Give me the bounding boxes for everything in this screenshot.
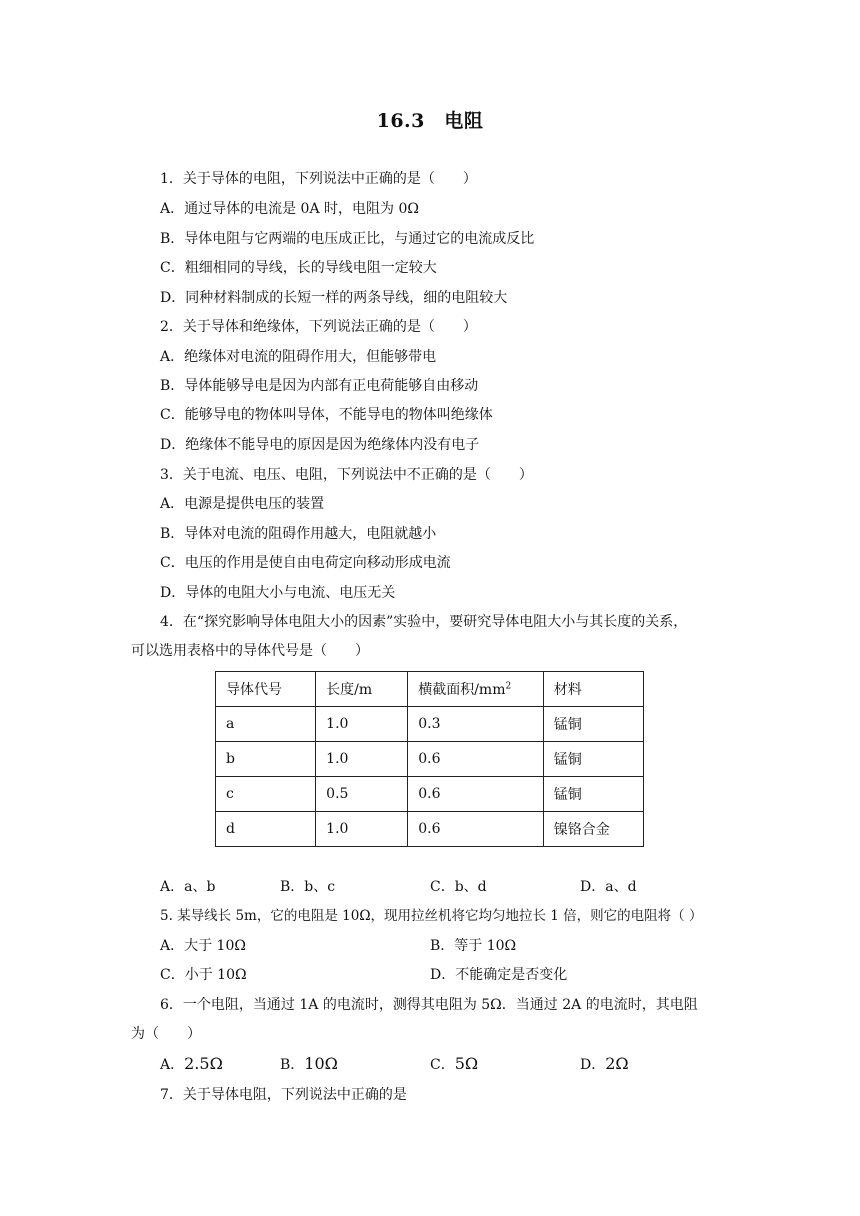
question-1-option-a: A．通过导体的电流是 0A 时，电阻为 0Ω xyxy=(160,201,419,217)
option-label: A． xyxy=(160,1057,185,1073)
question-1-stem: 1．关于导体的电阻，下列说法中正确的是（ ） xyxy=(160,171,477,187)
table-row xyxy=(216,742,644,777)
option-label: D． xyxy=(580,1057,606,1073)
table-cell: 1.0 xyxy=(316,812,408,847)
table-cell: 锰铜 xyxy=(543,742,643,777)
table-header-cell xyxy=(408,672,544,707)
question-4-option-c: C．b、d xyxy=(430,879,487,895)
table-cell: c xyxy=(216,777,316,812)
conductor-table xyxy=(215,671,644,847)
table-header-cell: 长度/m xyxy=(316,672,408,707)
option-value: 2.5Ω xyxy=(184,1054,223,1073)
question-5-option-a: A．大于 10Ω xyxy=(160,938,246,954)
question-5-stem: 5. 某导线长 5m，它的电阻是 10Ω，现用拉丝机将它均匀地拉长 1 倍，则它的电阻将（ ） xyxy=(160,908,703,924)
question-2-option-d: D．绝缘体不能导电的原因是因为绝缘体内没有电子 xyxy=(160,437,480,453)
table-header-cell: 材料 xyxy=(543,672,643,707)
question-6-option-b xyxy=(280,1055,338,1074)
question-3-option-d: D．导体的电阻大小与电流、电压无关 xyxy=(160,585,396,601)
table-cell: 0.6 xyxy=(408,812,544,847)
question-6-option-a xyxy=(160,1055,223,1074)
question-7-stem: 7．关于导体电阻，下列说法中正确的是 xyxy=(160,1087,407,1103)
option-value: 2Ω xyxy=(605,1054,629,1073)
question-4-stem-line-1: 4．在“探究影响导体电阻大小的因素”实验中，要研究导体电阻大小与其长度的关系， xyxy=(160,614,688,630)
table-header-row xyxy=(216,672,644,707)
question-4-option-b: B．b、c xyxy=(280,879,336,895)
table-cell: 镍铬合金 xyxy=(543,812,643,847)
table-cell: 1.0 xyxy=(316,707,408,742)
question-3-option-b: B．导体对电流的阻碍作用越大，电阻就越小 xyxy=(160,526,437,542)
table-cell: 0.3 xyxy=(408,707,544,742)
question-4-stem-line-2: 可以选用表格中的导体代号是（ ） xyxy=(131,643,369,659)
question-5-option-c: C．小于 10Ω xyxy=(160,967,247,983)
table-cell: 0.5 xyxy=(316,777,408,812)
table-cell: b xyxy=(216,742,316,777)
question-5-option-d: D．不能确定是否变化 xyxy=(430,967,568,983)
page-title: 16.3 电阻 xyxy=(376,110,484,132)
option-label: C． xyxy=(430,1057,455,1073)
question-3-stem: 3．关于电流、电压、电阻，下列说法中不正确的是（ ） xyxy=(160,467,533,483)
table-row xyxy=(216,812,644,847)
table-cell: 锰铜 xyxy=(543,707,643,742)
question-2-stem: 2．关于导体和绝缘体，下列说法正确的是（ ） xyxy=(160,319,477,335)
question-1-option-c: C．粗细相同的导线，长的导线电阻一定较大 xyxy=(160,260,437,276)
question-1-option-b: B．导体电阻与它两端的电压成正比，与通过它的电流成反比 xyxy=(160,231,535,247)
question-2-option-c: C．能够导电的物体叫导体，不能导电的物体叫绝缘体 xyxy=(160,407,493,423)
table-header-text: 横截面积/mm xyxy=(418,682,506,698)
question-6-stem-line-1: 6．一个电阻，当通过 1A 的电流时，测得其电阻为 5Ω．当通过 2A 的电流时，其电阻 xyxy=(160,997,698,1013)
table-cell: 0.6 xyxy=(408,777,544,812)
table-row xyxy=(216,777,644,812)
question-6-option-d xyxy=(580,1055,629,1074)
table-header-superscript: 2 xyxy=(505,681,512,692)
question-3-option-c: C．电压的作用是使自由电荷定向移动形成电流 xyxy=(160,555,451,571)
question-5-option-b: B．等于 10Ω xyxy=(430,938,517,954)
question-2-option-b: B．导体能够导电是因为内部有正电荷能够自由移动 xyxy=(160,378,479,394)
question-4-option-d: D．a、d xyxy=(580,879,637,895)
table-cell: a xyxy=(216,707,316,742)
table-cell: d xyxy=(216,812,316,847)
question-6-stem-line-2: 为（ ） xyxy=(131,1026,201,1042)
question-2-option-a: A．绝缘体对电流的阻碍作用大，但能够带电 xyxy=(160,349,437,365)
question-6-option-c xyxy=(430,1055,478,1074)
option-value: 5Ω xyxy=(454,1054,479,1073)
option-label: B． xyxy=(280,1057,305,1073)
table-cell: 0.6 xyxy=(408,742,544,777)
question-4-option-a: A．a、b xyxy=(160,879,216,895)
question-3-option-a: A．电源是提供电压的装置 xyxy=(160,496,325,512)
question-1-option-d: D．同种材料制成的长短一样的两条导线，细的电阻较大 xyxy=(160,290,508,306)
table-header-cell: 导体代号 xyxy=(216,672,316,707)
table-row xyxy=(216,707,644,742)
table-cell: 锰铜 xyxy=(543,777,643,812)
option-value: 10Ω xyxy=(304,1054,338,1073)
table-cell: 1.0 xyxy=(316,742,408,777)
